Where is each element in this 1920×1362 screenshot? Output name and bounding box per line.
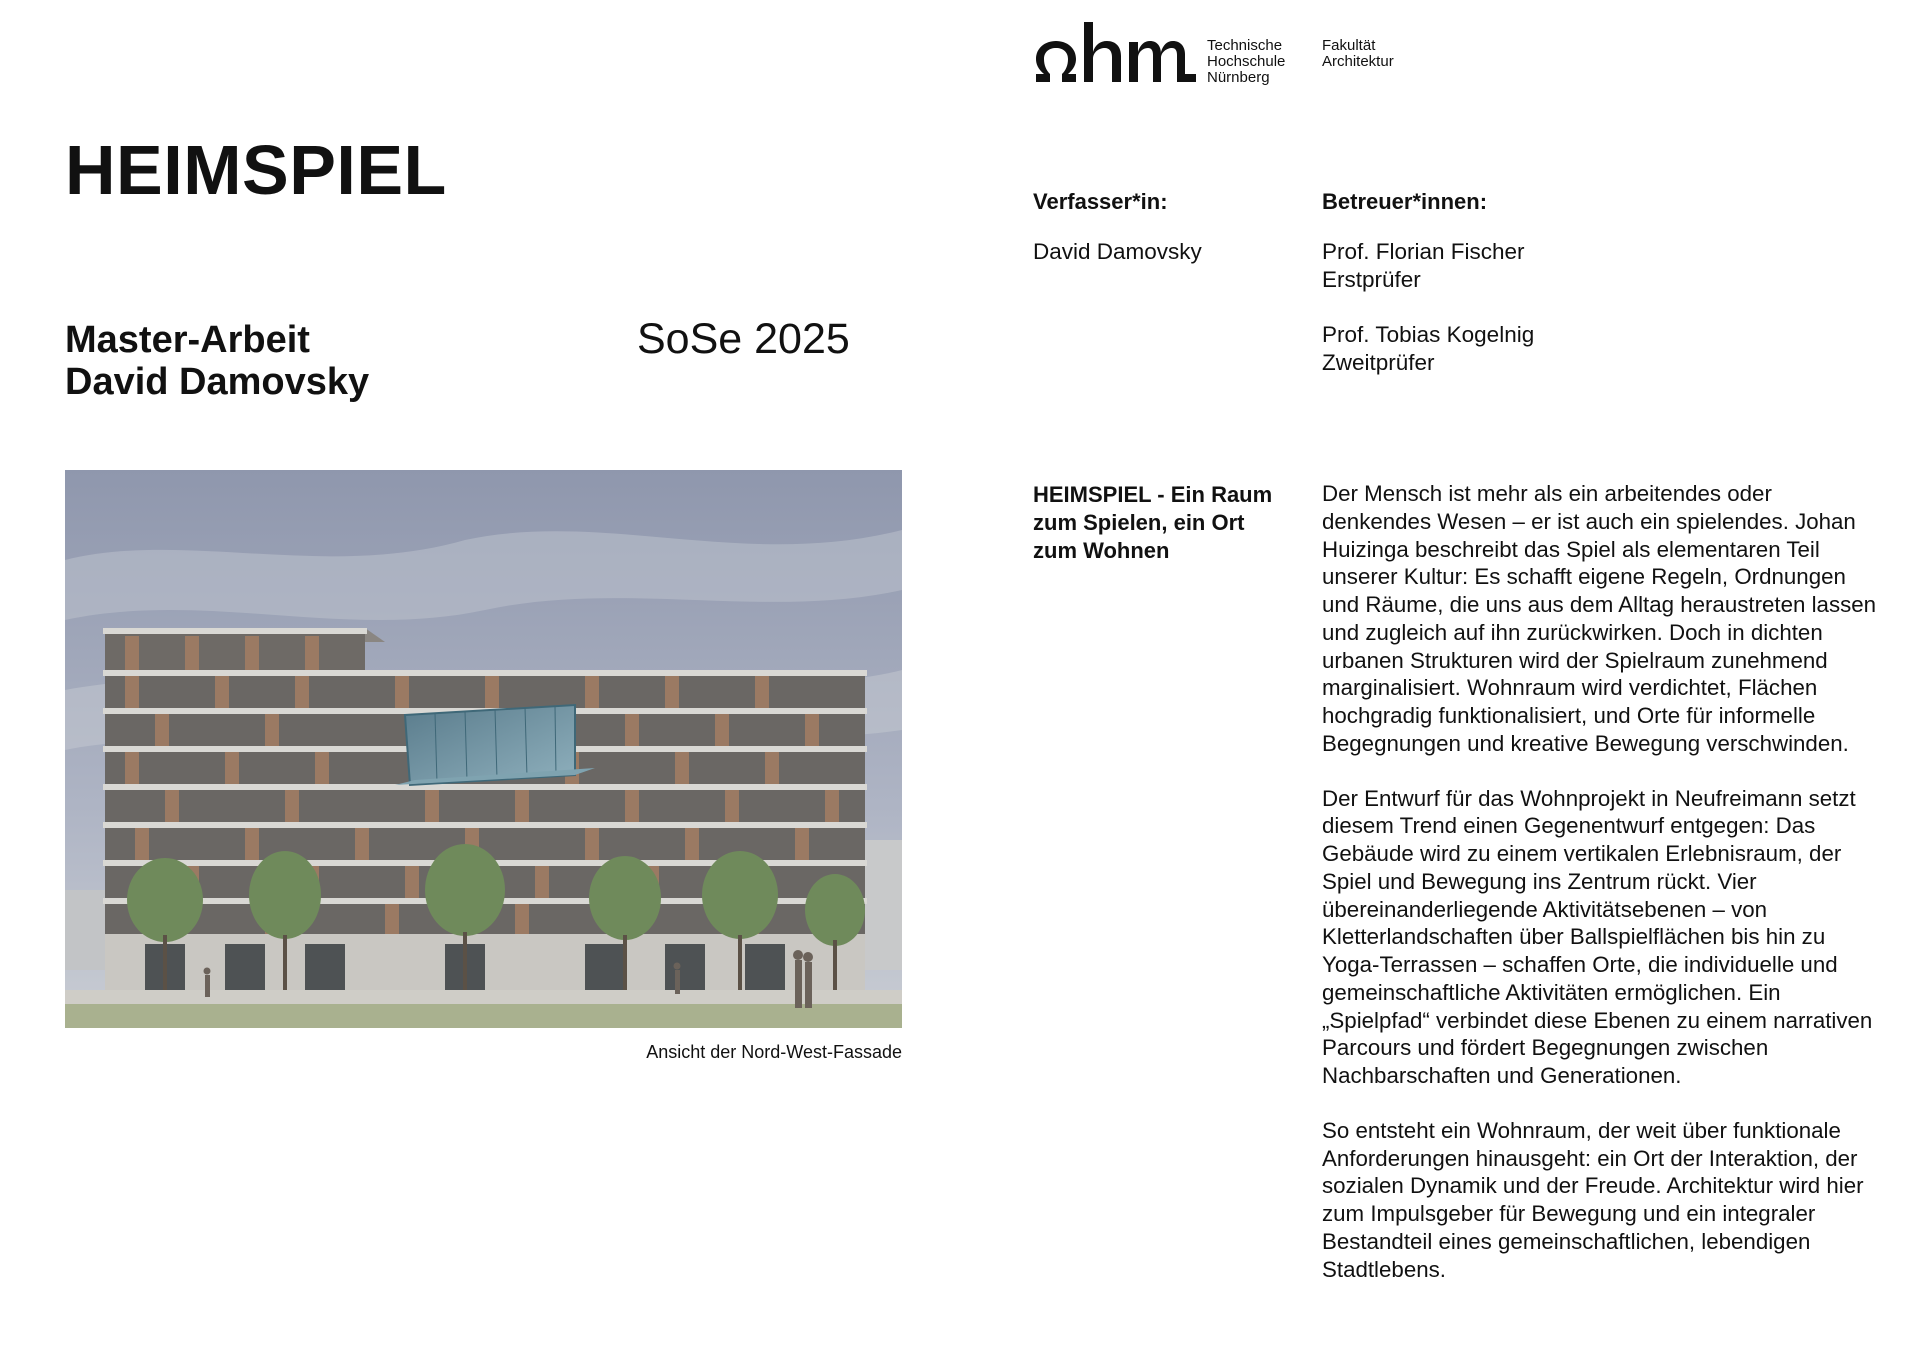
author-name: David Damovsky [1033,239,1202,264]
semester: SoSe 2025 [637,315,850,363]
description-paragraph: So entsteht ein Wohnraum, der weit über funktionale Anforderungen hinausgeht: ein Ort der Interaktion, der sozialen Dynamik und der Freude. Architektur wird hier zum Impulsgeber für Bewegung und ein integraler Bestandteil eines gemeinschaftlichen, lebendigen Stadtlebens. [1322,1117,1864,1282]
school-name: Technische Hochschule Nürnberg [1207,37,1286,86]
ohm-wordmark-logo [1032,22,1197,84]
faculty-name: Fakultät Architektur [1322,37,1394,70]
author-label: Verfasser*in: [1033,189,1168,214]
subtitle-line: Master-Arbeit [65,319,310,361]
supervisors-label: Betreuer*innen: [1322,189,1488,214]
project-label: HEIMSPIEL - Ein Raum zum Spielen, ein Ort zum Wohnen [1033,482,1273,563]
supervisor-role: Zweitprüfer [1322,349,1435,375]
subtitle-line: David Damovsky [65,360,370,403]
supervisor-entry [1322,238,1525,293]
supervisor-name: Prof. Florian Fischer [1322,239,1525,264]
supervisor-name: Prof. Tobias Kogelnig [1322,322,1535,347]
figure-caption: Ansicht der Nord-West-Fassade [646,1042,902,1062]
project-description [1322,480,1877,1310]
building-illustration [65,470,902,1028]
supervisor-entry [1322,321,1534,376]
university-logo [1032,22,1432,94]
facade-rendering [65,470,902,1028]
description-paragraph: Der Entwurf für das Wohnprojekt in Neufreimann setzt diesem Trend einen Gegenentwurf entgegen: Das Gebäude wird zu einem vertikalen Erlebnisraum, der Spiel und Bewegung ins Zentrum rückt. Vier übereinanderliegende Aktivitätsebenen – von Kletterlandschaften über Ballspielflächen bis hin zu Yoga-Terrassen – schaffen Orte, die individuelle und gemeinschaftliche Aktivitäten ermöglichen. Ein „Spielpfad“ verbindet diese Ebenen zu einem narrativen Parcours und fördert Begegnungen zwischen Nachbarschaften und Generationen. [1322,785,1873,1088]
description-paragraph: Der Mensch ist mehr als ein arbeitendes oder denkendes Wesen – er ist auch ein spielendes. Johan Huizinga beschreibt das Spiel als elementaren Teil unserer Kultur: Es schafft eigene Regeln, Ordnungen und Räume, die uns aus dem Alltag heraustreten lassen und zugleich auf ihn zurückwirken. Doch in dichten urbanen Strukturen wird der Spielraum zunehmend marginalisiert. Wohnraum wird verdichtet, Flächen hochgradig funktionalisiert, und Orte für informelle Begegnungen und kreative Bewegung verschwinden. [1322,481,1877,756]
subtitle [65,320,369,404]
page-title: HEIMSPIEL [65,131,447,209]
supervisor-role: Erstprüfer [1322,266,1421,292]
